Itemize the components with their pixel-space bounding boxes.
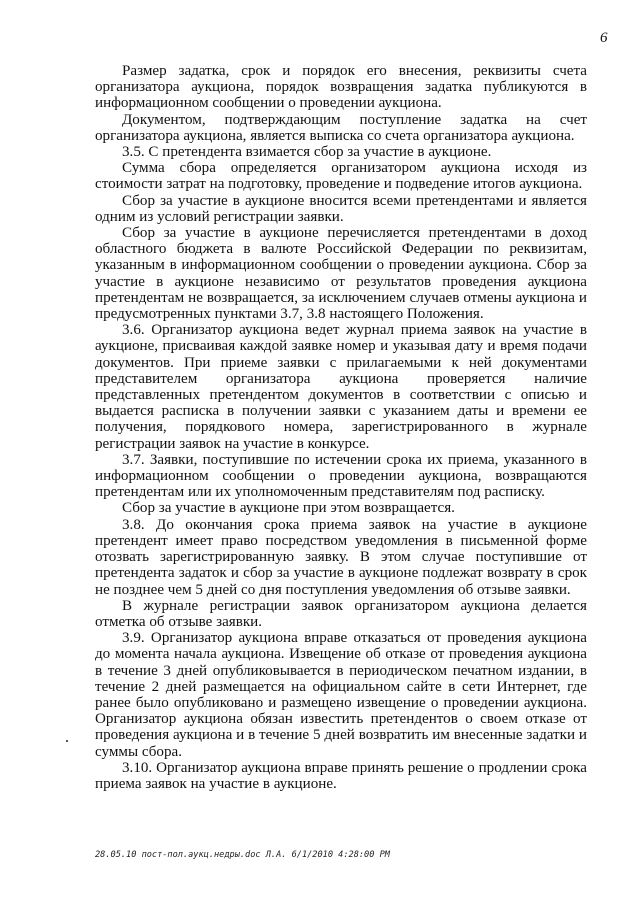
paragraph-fee-transfer: Сбор за участие в аукционе перечисляется претендентами в доход областного бюджета в валюте Российской Федерации по реквизитам, указанным в информационном сообщении о проведении аукциона. Сбор за участие в аукционе независимо от результатов проведения аукциона претендентам не возвращается, за исключением случаев отмены аукциона и предусмотренных пунктами 3.7, 3.8 настоящего Положения.	[95, 225, 587, 323]
paragraph-fee-payment: Сбор за участие в аукционе вносится всеми претендентами и является одним из условий регистрации заявки.	[95, 192, 587, 225]
paragraph-3-8: 3.8. До окончания срока приема заявок на участие в аукционе претендент имеет право посредством уведомления в письменной форме отозвать зарегистрированную заявку. В этом случае поступившие от претендента задаток и сбор за участие в аукционе подлежат возврату в срок не позднее чем 5 дней со дня поступления уведомления об отзыве заявки.	[95, 516, 587, 598]
paragraph-withdrawal-note: В журнале регистрации заявок организатором аукциона делается отметка об отзыве заявки.	[95, 597, 587, 630]
paragraph-3-7: 3.7. Заявки, поступившие по истечении срока их приема, указанного в информационном сообщении о проведении аукциона, возвращаются претендентам или их уполномоченным представителям под расписку.	[95, 451, 587, 501]
footer-file-info: 28.05.10 пост-пол.аукц.недры.doc Л.А. 6/1/2010 4:28:00 PM	[95, 850, 390, 860]
paragraph-deposit-terms: Размер задатка, срок и порядок его внесения, реквизиты счета организатора аукциона, порядок возвращения задатка публикуются в информационном сообщении о проведении аукциона.	[95, 63, 587, 112]
paragraph-fee-returned: Сбор за участие в аукционе при этом возвращается.	[122, 500, 455, 517]
paragraph-3-5: 3.5. С претендента взимается сбор за участие в аукционе.	[122, 144, 492, 161]
paragraph-3-6: 3.6. Организатор аукциона ведет журнал приема заявок на участие в аукционе, присваивая каждой заявке номер и указывая дату и время подачи документов. При приеме заявки с прилагаемыми к ней документами представителем организатора аукциона проверяется наличие представленных претендентом документов в соответствии с описью и выдается расписка в получении заявки с указанием даты и времени ее получения, порядкового номера, зарегистрированного в журнале регистрации заявок на участие в конкурсе.	[95, 322, 587, 452]
paragraph-3-10: 3.10. Организатор аукциона вправе принять решение о продлении срока приема заявок на участие в аукционе.	[95, 759, 587, 792]
document-body	[95, 63, 587, 792]
paragraph-3-9: 3.9. Организатор аукциона вправе отказаться от проведения аукциона до момента начала аукциона. Извещение об отказе от проведения аукциона в течение 3 дней опубликовывается в периодическом печатном издании, в течение 2 дней размещается на официальном сайте в сети Интернет, где ранее было опубликовано и размещено извещение о проведении аукциона. Организатор аукциона обязан известить претендентов о своем отказе от проведения аукциона и в течение 5 дней возвратить им внесенные задатки и суммы сбора.	[95, 630, 587, 760]
paragraph-fee-amount: Сумма сбора определяется организатором аукциона исходя из стоимости затрат на подготовку, проведение и подведение итогов аукциона.	[95, 160, 587, 193]
paragraph-deposit-proof: Документом, подтверждающим поступление задатка на счет организатора аукциона, является выписка со счета организатора аукциона.	[95, 111, 587, 144]
scan-speck	[66, 740, 68, 742]
page-number: 6	[600, 30, 608, 46]
